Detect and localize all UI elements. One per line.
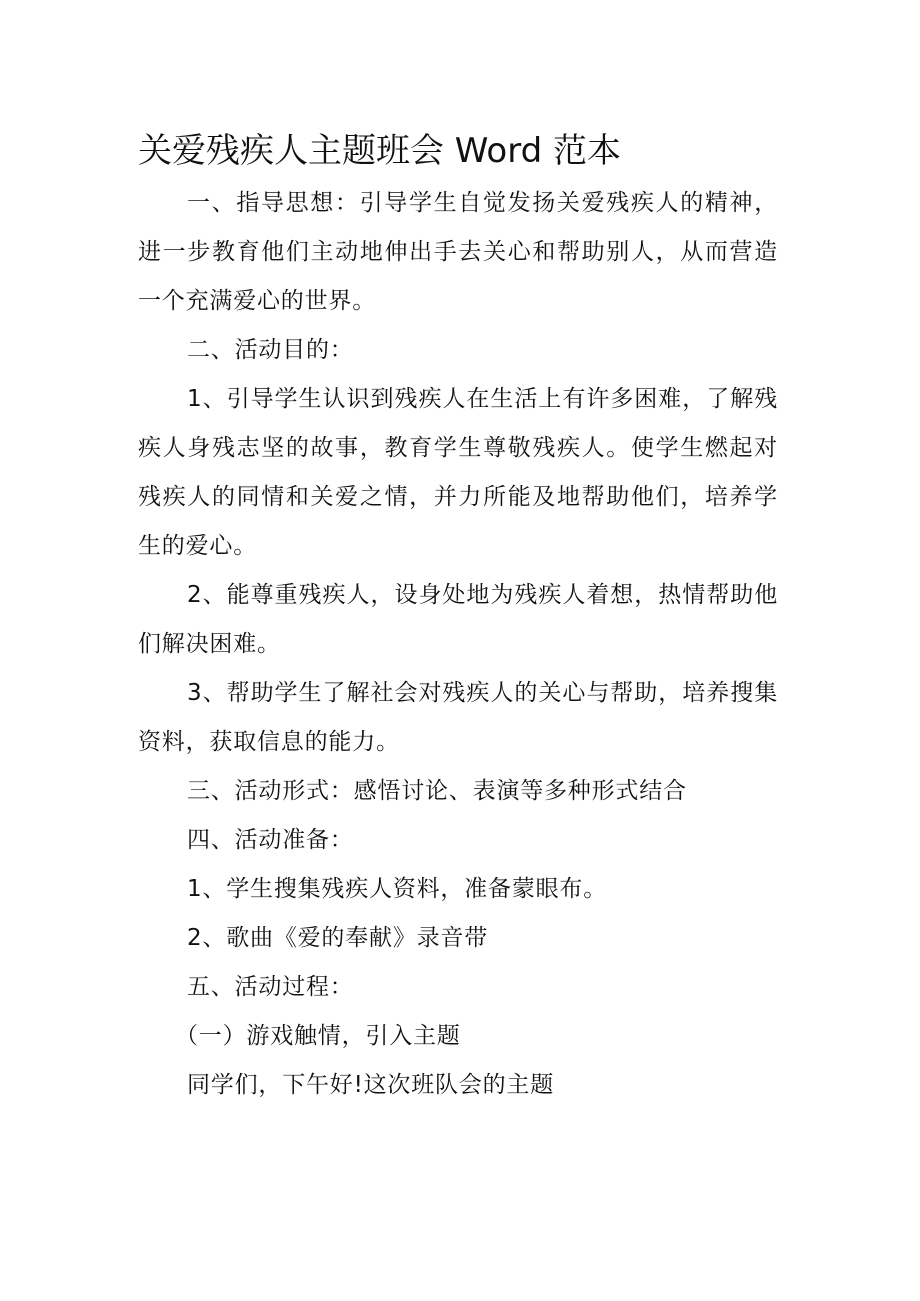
document-title: 关爱残疾人主题班会 Word 范本	[138, 131, 622, 171]
paragraph-activity-prep-heading: 四、活动准备：	[187, 827, 354, 853]
paragraph-greeting: 同学们，下午好!这次班队会的主题	[187, 1072, 555, 1098]
document-body	[138, 179, 778, 1110]
paragraph-activity-process-heading: 五、活动过程：	[187, 974, 354, 1000]
paragraph-process-step-1: （一）游戏触情，引入主题	[175, 1023, 461, 1049]
paragraph-goal-3: 3、帮助学生了解社会对残疾人的关心与帮助，培养搜集资料，获取信息的能力。	[138, 680, 778, 755]
paragraph-prep-2: 2、歌曲《爱的奉献》录音带	[187, 925, 489, 951]
paragraph-activity-goals-heading: 二、活动目的：	[187, 337, 354, 363]
paragraph-goal-1: 1、引导学生认识到残疾人在生活上有许多困难，了解残疾人身残志坚的故事，教育学生尊敬残疾人。使学生燃起对残疾人的同情和关爱之情，并力所能及地帮助他们，培养学生的爱心。	[138, 386, 778, 559]
paragraph-goal-2: 2、能尊重残疾人，设身处地为残疾人着想，热情帮助他们解决困难。	[138, 582, 778, 657]
paragraph-guiding-thought: 一、指导思想：引导学生自觉发扬关爱残疾人的精神，进一步教育他们主动地伸出手去关心和帮助别人，从而营造一个充满爱心的世界。	[138, 190, 778, 314]
paragraph-prep-1: 1、学生搜集残疾人资料，准备蒙眼布。	[187, 876, 608, 902]
paragraph-activity-form: 三、活动形式：感悟讨论、表演等多种形式结合	[187, 778, 687, 804]
